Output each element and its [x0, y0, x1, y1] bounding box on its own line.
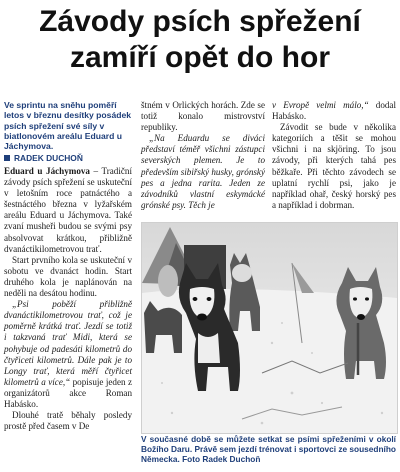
article-column-3	[272, 100, 396, 211]
caption-text: V současné době se můžete setkat se psími spřeženími v okolí Božího Daru. Právě sem jezdí trénovat i sportovci ze sousedního Německa.	[141, 434, 396, 465]
byline	[4, 153, 132, 163]
column-3-paragraph-2: Závodit se bude v několika kategoriích a těšit se mohou všichni i na skjöring. To jsou závody, při kterých tahá pes běžkaře. Při těchto závodech se uplatní rychlí psi, jako je například ohař, český horský pes a například i dobrman.	[272, 122, 396, 210]
column-2-paragraph-2: „Na Eduardu se diváci představí téměř všichni zástupci severských plemen. Je to především sibiřský husky, grónský pes a jedna rarita. Jeden ze závodníků vlastní eskymácké grónské psy. Těch je	[141, 133, 265, 210]
column-1-quote-tail: popisuje jeden z organizátorů akce Roman Habásko.	[4, 376, 132, 409]
column-1-paragraph-2: Start prvního kola se uskuteční v sobotu ve dvanáct hodin. Start druhého kola je naplánován na neděli na desátou hodinu.	[4, 254, 132, 299]
article-column-2	[141, 100, 265, 211]
photo-illustration	[142, 223, 397, 433]
column-3-quote-end: v Evropě velmi málo,“	[272, 100, 369, 110]
column-3-attribution: dodal Habásko.	[272, 100, 396, 122]
photo-caption	[141, 434, 396, 465]
headline-line-1: Závody psích spřežení	[39, 5, 361, 38]
byline-square-icon	[4, 155, 10, 161]
column-1-paragraph-4: Dlouhé tratě běhaly posledy prostě před časem v De	[4, 410, 132, 432]
column-1-quote: „Psi poběží přibližně dvanáctikilometrovou trať, což je poměrně krátká trať. Jezdí se totiž i takzvaná trať Midi, která se pohybuje od padesáti kilometrů do čtyřiceti kilometrů. Dále pak je to Longy trať, která měří čtyřicet kilometrů a více,“	[4, 299, 132, 387]
headline-line-2: zamíří opět do hor	[69, 41, 330, 74]
column-2-paragraph-1: štném v Orlických horách. Zde se totiž konalo mistrovství republiky.	[141, 100, 265, 133]
lead-paragraph: Ve sprintu na sněhu poměří letos v březnu desítky posádek psích spřežení své síly v biatlonovém areálu Eduard u Jáchymova.	[4, 100, 132, 152]
byline-author: RADEK DUCHOŇ	[14, 153, 83, 163]
column-1-paragraph-3	[4, 299, 132, 410]
headline	[0, 4, 400, 76]
column-1-paragraph-1-text: – Tradiční závody psích spřežení se uskuteční v letošním roce patnáctého a šestnáctého března v lyžařském areálu Eduard u Jáchymova. Také zvaní musheři budou se svými psy absolvovat krátkou, přibližně dvanáctikilometrovou trať.	[4, 166, 132, 254]
dateline-place: Eduard u Jáchymova	[4, 166, 90, 176]
column-3-paragraph-1	[272, 100, 396, 122]
column-1-paragraph-1	[4, 166, 132, 255]
photo-credit: Foto Radek Duchoň	[182, 454, 261, 465]
sled-dogs-photo	[141, 222, 398, 434]
article-column-1	[4, 166, 132, 432]
